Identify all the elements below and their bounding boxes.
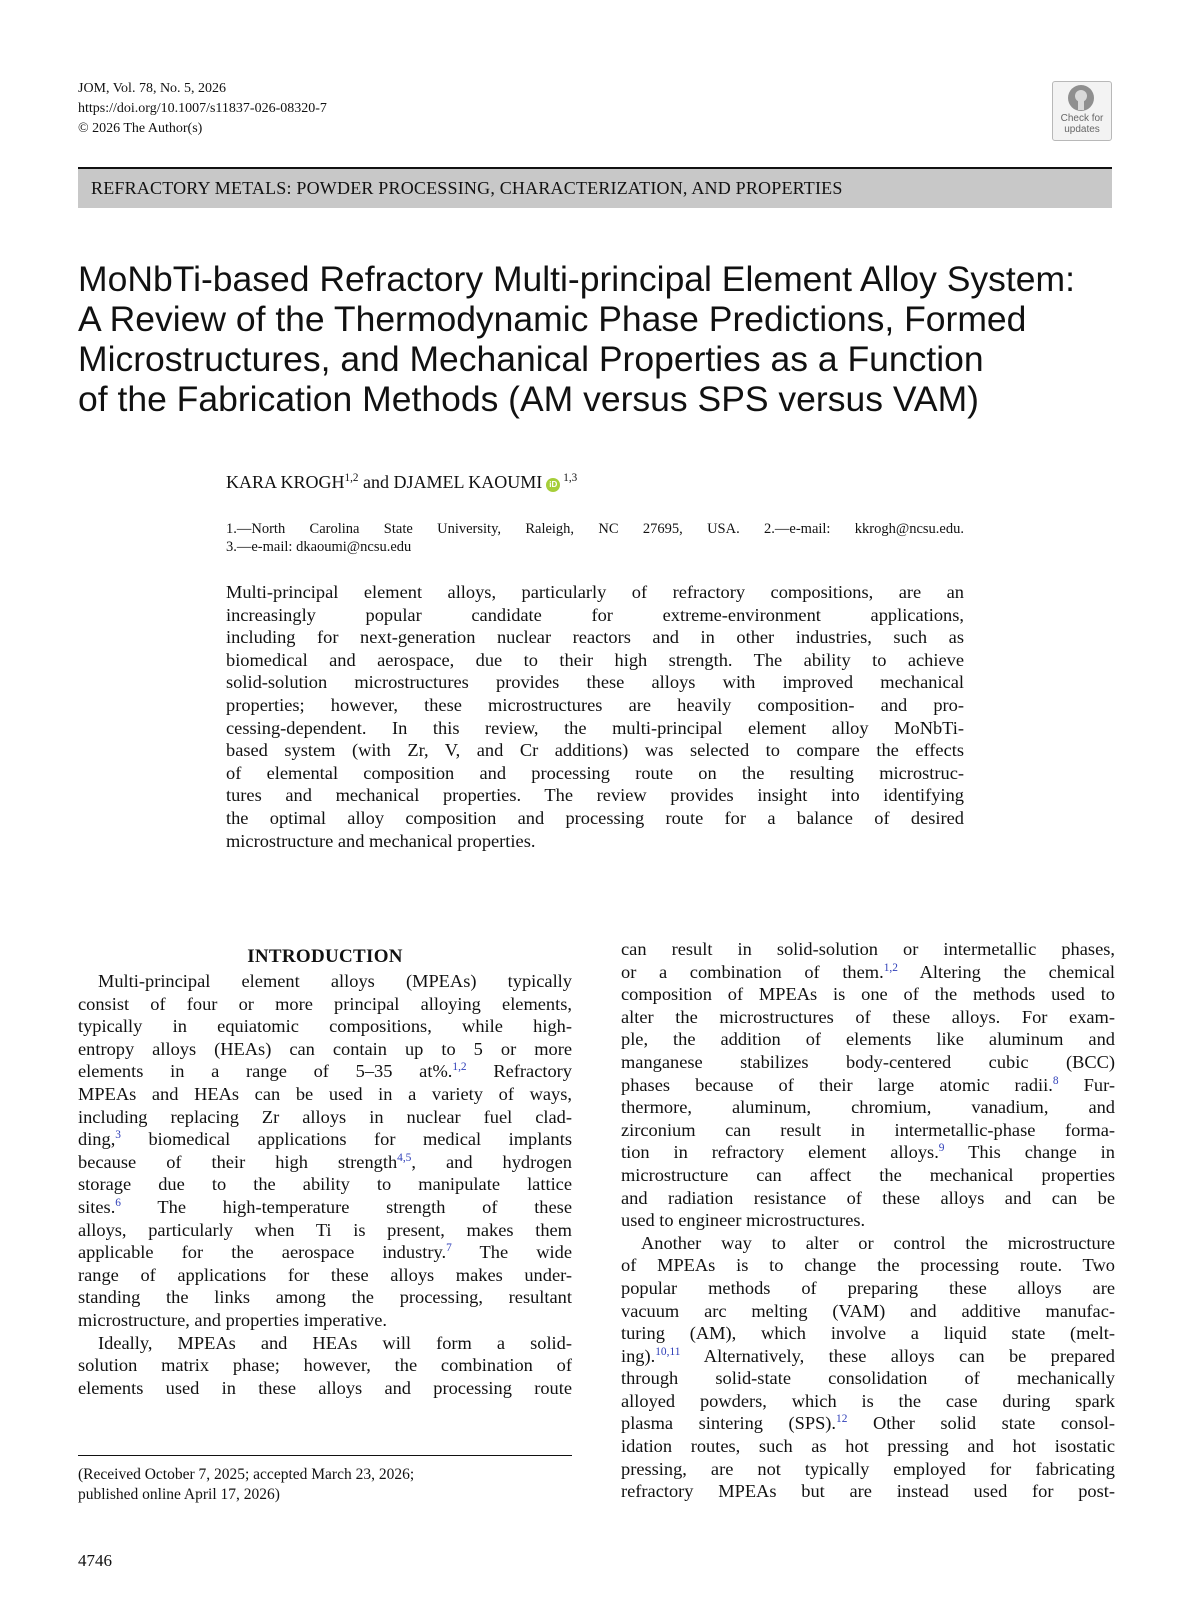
body-text: because of their high strength [78,1151,398,1172]
body-text: plasma sintering (SPS). [621,1413,837,1434]
section-banner-text: REFRACTORY METALS: POWDER PROCESSING, CHARACTERIZATION, AND PROPERTIES [91,178,843,198]
section-heading-introduction: INTRODUCTION [247,946,403,967]
body-line: pressing, are not typically employed for fabricating [621,1458,1115,1479]
abstract-line: microstructure and mechanical properties. [226,830,536,851]
body-line: thermore, aluminum, chromium, vanadium, and [621,1097,1115,1118]
body-line: microstructure, and properties imperative. [78,1309,387,1330]
body-line: used to engineer microstructures. [621,1210,866,1231]
citation-link[interactable]: 12 [836,1413,848,1426]
body-line: Another way to alter or control the microstructure [641,1232,1115,1253]
body-line: typically in equiatomic compositions, while high- [78,1016,572,1037]
citation-link[interactable]: 9 [938,1142,945,1155]
abstract-line: biomedical and aerospace, due to their high strength. The ability to achieve [226,649,964,670]
body-line: and radiation resistance of these alloys and can be [621,1187,1115,1208]
body-text: ing). [621,1345,656,1366]
check-updates-label-2: updates [1064,124,1100,135]
body-text: Other solid state consol- [847,1413,1115,1434]
abstract-line: properties; however, these microstructures are heavily composition- and pro- [226,694,964,715]
citation-link[interactable]: 6 [115,1196,121,1209]
body-text: , and hydrogen [411,1151,572,1172]
body-text: ding, [78,1129,116,1150]
body-line [78,1060,572,1083]
article-title [78,259,1148,419]
journal-citation: JOM, Vol. 78, No. 5, 2026 [78,81,227,96]
abstract-line: Multi-principal element alloys, particularly of refractory compositions, are an [226,582,964,602]
body-line [621,1074,1115,1097]
abstract-line: tures and mechanical properties. The review provides insight into identifying [226,785,964,806]
body-line: including replacing Zr alloys in nuclear fuel clad- [78,1106,572,1127]
section-banner [78,169,1112,208]
body-line: standing the links among the processing, resultant [78,1287,572,1308]
body-line: range of applications for these alloys makes under- [78,1264,572,1285]
author-list [226,470,577,494]
abstract-line: based system (with Zr, V, and Cr additions) was selected to compare the effects [226,740,964,761]
body-text: applicable for the aerospace industry. [78,1242,447,1263]
body-text: elements in a range of 5–35 at%. [78,1061,453,1082]
body-line: vacuum arc melting (VAM) and additive manufac- [621,1300,1115,1321]
footnote-line: (Received October 7, 2025; accepted March 23, 2026; [78,1466,415,1483]
abstract-line: of elemental composition and processing route on the resulting microstruc- [226,762,964,783]
article-meta [78,79,327,139]
body-text: phases because of their large atomic radii. [621,1074,1053,1095]
citation-link[interactable]: 3 [115,1129,121,1142]
body-text: tion in refractory element alloys. [621,1142,939,1163]
body-line: popular methods of preparing these alloys are [621,1277,1115,1298]
title-line: MoNbTi-based Refractory Multi-principal Element Alloy System: [78,259,1075,299]
body-line: solution matrix phase; however, the combination of [78,1355,572,1376]
body-line: can result in solid-solution or intermetallic phases, [621,939,1115,959]
body-line [621,1412,1115,1435]
footnote-line: published online April 17, 2026) [78,1486,280,1503]
citation-link[interactable]: 1,2 [883,961,898,974]
author-affiliation-sup: 1,2 [344,472,359,484]
body-line [78,1196,572,1219]
footnote-rule [78,1455,572,1456]
abstract-line: increasingly popular candidate for extreme-environment applications, [226,604,964,625]
affiliations [226,520,964,556]
body-text: biomedical applications for medical implants [121,1129,572,1150]
body-column-left [78,970,572,1399]
body-line: idation routes, such as hot pressing and hot isostatic [621,1436,1115,1457]
author-conjunction: and [362,472,389,492]
received-dates-footnote [78,1465,414,1505]
body-text: or a combination of them. [621,961,884,982]
body-text: Altering the chemical [897,961,1116,982]
body-line: turing (AM), which involve a liquid state (melt- [621,1323,1115,1344]
body-line [621,961,1115,984]
body-line: Ideally, MPEAs and HEAs will form a solid- [98,1332,572,1353]
author-name: DJAMEL KAOUMI [393,472,543,492]
citation-link[interactable]: 1,2 [452,1061,467,1074]
body-line: storage due to the ability to manipulate lattice [78,1174,572,1195]
body-line [621,1345,1115,1368]
body-line: alloys, particularly when Ti is present, makes them [78,1219,572,1240]
citation-link[interactable]: 10,11 [655,1345,681,1358]
body-line: consist of four or more principal alloying elements, [78,993,572,1014]
body-text: sites. [78,1196,116,1217]
body-line: microstructure can affect the mechanical properties [621,1164,1115,1185]
citation-link[interactable]: 8 [1052,1074,1059,1087]
page-number: 4746 [78,1551,112,1570]
affiliation-line: 1.—North Carolina State University, Raleigh, NC 27695, USA. 2.—e-mail: kkrogh@ncsu.edu. [226,521,964,537]
body-line: through solid-state consolidation of mechanically [621,1368,1115,1389]
body-text: Refractory [466,1061,572,1082]
body-line: refractory MPEAs but are instead used for post- [621,1481,1115,1502]
doi-link[interactable]: https://doi.org/10.1007/s11837-026-08320-7 [78,101,327,116]
citation-link[interactable]: 7 [446,1242,452,1254]
title-line: Microstructures, and Mechanical Properties as a Function [78,339,984,379]
body-line [78,1241,572,1264]
check-updates-icon [1068,85,1094,111]
body-text: Fur- [1058,1074,1115,1095]
citation-link[interactable]: 4,5 [397,1151,412,1164]
body-line: of MPEAs is to change the processing route. Two [621,1255,1115,1276]
abstract-line: including for next-generation nuclear reactors and in other industries, such as [226,627,964,648]
body-line: ple, the addition of elements like aluminum and [621,1029,1115,1050]
copyright-notice: © 2026 The Author(s) [78,121,203,136]
body-line: MPEAs and HEAs can be used in a variety of ways, [78,1083,572,1104]
author-name: KARA KROGH [226,472,345,492]
body-line [621,1141,1115,1164]
body-line: alter the microstructures of these alloys. For exam- [621,1006,1115,1027]
abstract-line: cessing-dependent. In this review, the multi-principal element alloy MoNbTi- [226,717,964,738]
title-line: of the Fabrication Methods (AM versus SPS versus VAM) [78,379,979,419]
abstract [226,581,964,852]
body-line [78,1151,572,1174]
abstract-line: the optimal alloy composition and processing route for a balance of desired [226,807,964,828]
abstract-line: solid-solution microstructures provides these alloys with improved mechanical [226,672,964,693]
affiliation-line: 3.—e-mail: dkaoumi@ncsu.edu [226,539,412,555]
body-text: This change in [944,1142,1115,1163]
body-line [78,1128,572,1151]
title-line: A Review of the Thermodynamic Phase Predictions, Formed [78,299,1027,339]
body-line: composition of MPEAs is one of the methods used to [621,984,1115,1005]
check-for-updates-button[interactable] [1052,81,1112,141]
body-text: The wide [451,1242,572,1263]
body-line: zirconium can result in intermetallic-phase forma- [621,1119,1115,1140]
body-line: entropy alloys (HEAs) can contain up to 5 or more [78,1038,572,1059]
body-line: Multi-principal element alloys (MPEAs) typically [98,971,572,991]
author-affiliation-sup: 1,3 [563,472,578,484]
body-text: The high-temperature strength of these [121,1196,572,1217]
check-updates-label-1: Check for [1060,113,1104,124]
body-text: Alternatively, these alloys can be prepared [680,1345,1115,1366]
body-line: manganese stabilizes body-centered cubic (BCC) [621,1051,1115,1072]
body-line: elements used in these alloys and processing route [78,1377,572,1398]
body-line: alloyed powders, which is the case during spark [621,1390,1115,1411]
orcid-icon[interactable]: iD [546,478,560,492]
body-column-right [621,938,1115,1503]
